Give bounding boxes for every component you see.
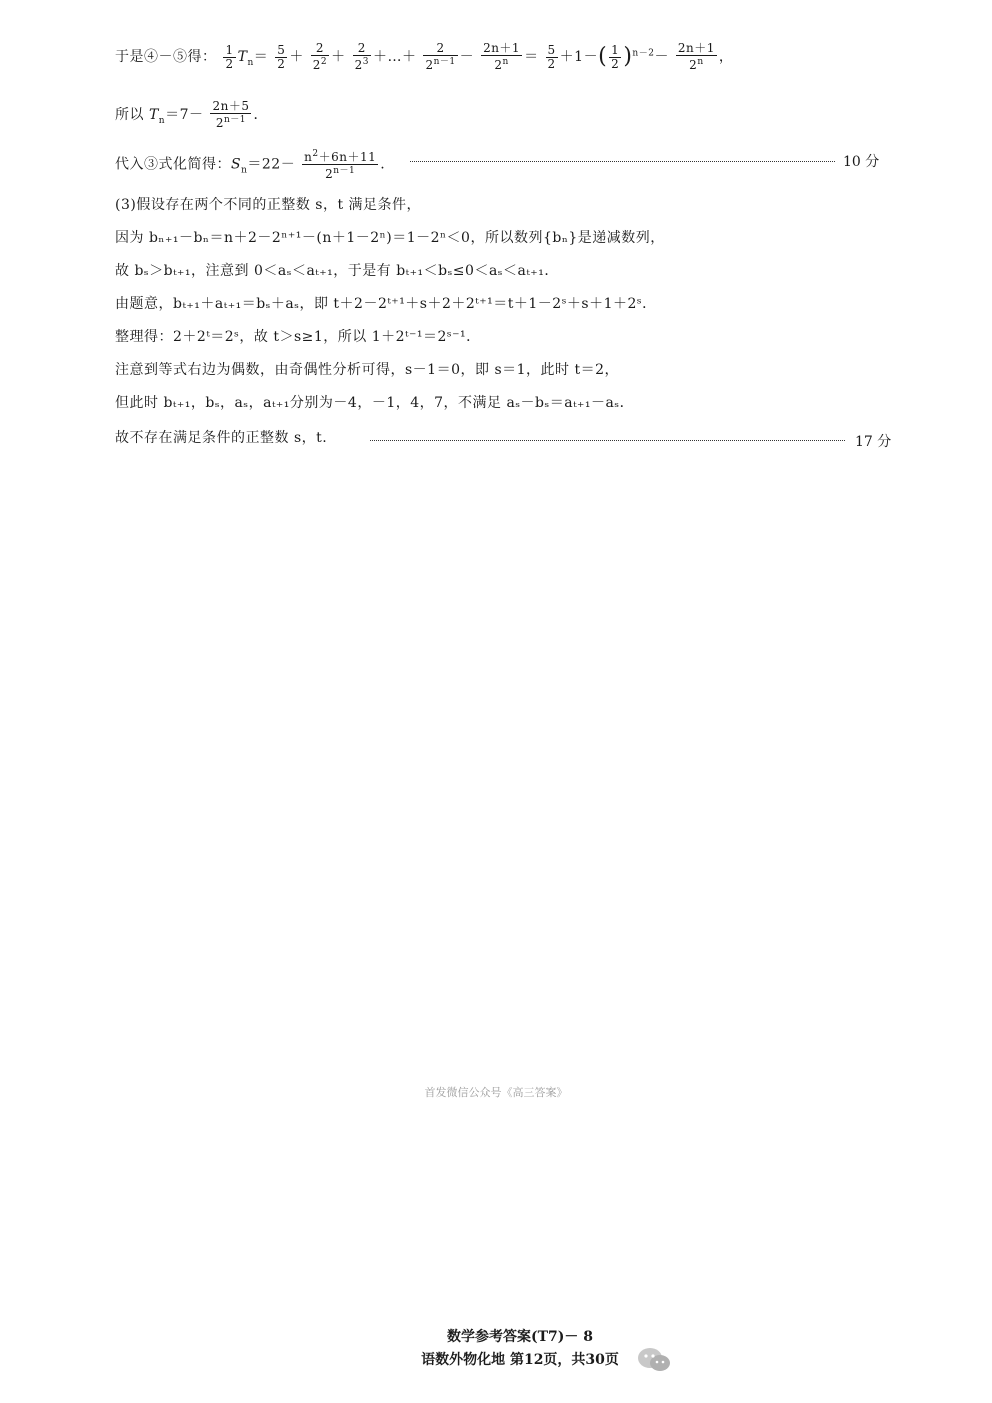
line-1-prefix: 于是④－⑤得：: [115, 49, 217, 65]
dot-leader-2: [370, 440, 845, 441]
footer-title: 数学参考答案(T7)－ 8: [446, 1329, 594, 1345]
equation-line-2: 所以 $T_n=7-$ $\frac{2n+5}{2^{n-1}}$ ．: [115, 99, 268, 130]
text-line-7: 由题意，bₜ₊₁＋aₜ₊₁＝bₛ＋aₛ，即 t＋2－2ᵗ⁺¹＋s＋2＋2ᵗ⁺¹＝t＋1－2ˢ＋s＋1＋2ˢ．: [115, 296, 657, 312]
text-line-11: 故不存在满足条件的正整数 s，t.: [115, 430, 328, 446]
text-line-4: (3)假设存在两个不同的正整数 s，t 满足条件，: [115, 197, 422, 213]
line-2-prefix: 所以: [115, 107, 149, 123]
equation-line-3: 代入③式化简得：$S_n=22-$ $\frac{n^2+6n+11}{2^{n-1}}$ .: [115, 149, 386, 181]
equation-line-1: 于是④－⑤得： $\frac{1}{2}$ $T_n=$ $\frac{5}{2}$ ＋ $\frac{2}{2^2}$ ＋ $\frac{2}{2^3}$ ＋…＋ $\frac{2}{2^{n-1}}$ － $\frac{2n+1}{2^n}$ ＝ $\frac{5}{2}$ ＋1－( $\frac{1}{2}$ )$^{n-2}$－ $\frac{2n+1}{2^n}$ ，: [115, 41, 734, 72]
dot-leader-1: [410, 161, 835, 162]
score-10: 10 分: [843, 154, 880, 170]
text-line-10: 但此时 bₜ₊₁，bₛ，aₛ，aₜ₊₁分别为－4，－1，4，7，不满足 aₛ－bₛ＝aₜ₊₁－aₛ．: [115, 395, 635, 411]
footer-page: 语数外物化地 第12页，共30页: [421, 1352, 619, 1368]
score-17: 17 分: [855, 434, 892, 450]
text-line-5: 因为 bₙ₊₁－bₙ＝n＋2－2ⁿ⁺¹－(n＋1－2ⁿ)＝1－2ⁿ＜0，所以数列{bₙ}是递减数列，: [115, 230, 665, 246]
watermark: 首发微信公众号《高三答案》: [424, 1086, 568, 1099]
text-line-8: 整理得：2＋2ᵗ＝2ˢ，故 t＞s≥1，所以 1＋2ᵗ⁻¹＝2ˢ⁻¹．: [115, 329, 481, 345]
text-line-6: 故 bₛ＞bₜ₊₁，注意到 0＜aₛ＜aₜ₊₁，于是有 bₜ₊₁＜bₛ≤0＜aₛ＜aₜ₊₁．: [115, 263, 559, 279]
text-line-9: 注意到等式右边为偶数，由奇偶性分析可得，s－1＝0，即 s＝1，此时 t＝2，: [115, 362, 620, 378]
wechat-icon: [636, 1346, 672, 1374]
line-3-prefix: 代入③式化简得：: [115, 156, 231, 173]
